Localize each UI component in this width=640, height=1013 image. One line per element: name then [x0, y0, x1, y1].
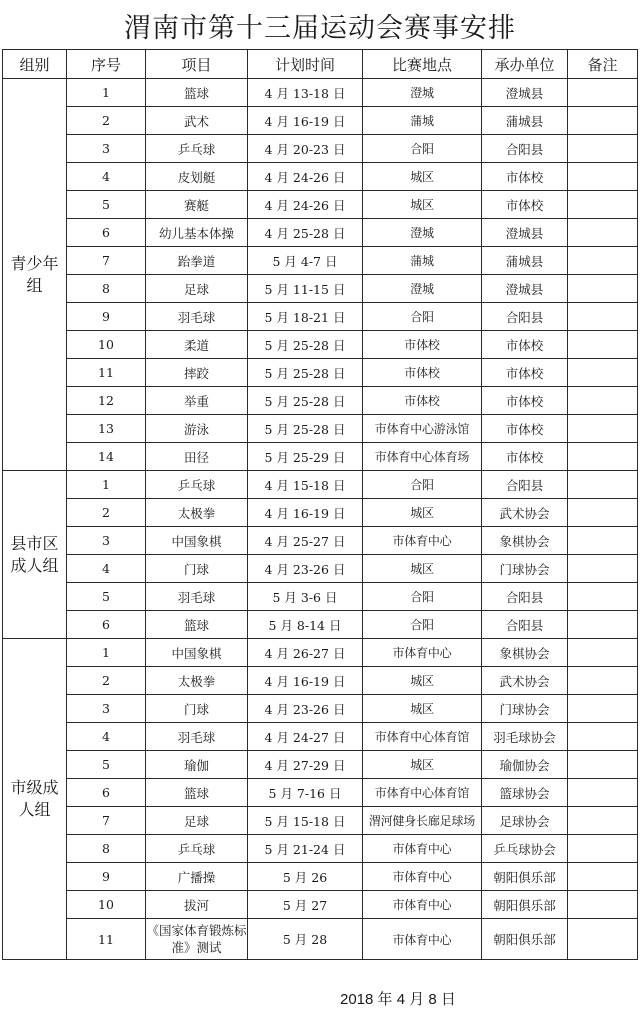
event-name: 足球	[146, 807, 248, 835]
organizer: 澄城县	[482, 79, 568, 107]
row-index: 7	[67, 247, 146, 275]
notes	[568, 415, 638, 443]
planned-time: 4 月 25-28 日	[248, 219, 363, 247]
venue: 城区	[363, 163, 482, 191]
notes	[568, 779, 638, 807]
table-row	[3, 163, 638, 191]
table-row	[3, 471, 638, 499]
organizer: 市体校	[482, 415, 568, 443]
venue: 合阳	[363, 135, 482, 163]
notes	[568, 191, 638, 219]
row-index: 11	[67, 919, 146, 960]
row-index: 10	[67, 331, 146, 359]
organizer: 武术协会	[482, 667, 568, 695]
group-label: 青少年组	[3, 79, 67, 471]
organizer: 蒲城县	[482, 107, 568, 135]
notes	[568, 107, 638, 135]
notes	[568, 583, 638, 611]
table-body	[3, 79, 638, 960]
row-index: 13	[67, 415, 146, 443]
planned-time: 5 月 21-24 日	[248, 835, 363, 863]
organizer: 澄城县	[482, 219, 568, 247]
table-row	[3, 331, 638, 359]
venue: 城区	[363, 667, 482, 695]
organizer: 象棋协会	[482, 639, 568, 667]
organizer: 羽毛球协会	[482, 723, 568, 751]
organizer: 合阳县	[482, 471, 568, 499]
event-name: 《国家体育锻炼标准》测试	[146, 919, 248, 960]
table-row	[3, 583, 638, 611]
row-index: 1	[67, 79, 146, 107]
notes	[568, 835, 638, 863]
row-index: 11	[67, 359, 146, 387]
planned-time: 5 月 26	[248, 863, 363, 891]
organizer: 瑜伽协会	[482, 751, 568, 779]
notes	[568, 275, 638, 303]
table-row	[3, 275, 638, 303]
planned-time: 5 月 4-7 日	[248, 247, 363, 275]
organizer: 乒乓球协会	[482, 835, 568, 863]
notes	[568, 471, 638, 499]
organizer: 市体校	[482, 191, 568, 219]
planned-time: 5 月 3-6 日	[248, 583, 363, 611]
row-index: 9	[67, 303, 146, 331]
event-name: 羽毛球	[146, 723, 248, 751]
venue: 市体育中心	[363, 639, 482, 667]
venue: 市体育中心体育场	[363, 443, 482, 471]
venue: 澄城	[363, 79, 482, 107]
table-row	[3, 359, 638, 387]
table-row	[3, 247, 638, 275]
event-name: 太极拳	[146, 667, 248, 695]
column-header-group: 组别	[3, 50, 67, 79]
organizer: 合阳县	[482, 583, 568, 611]
venue: 市体育中心体育馆	[363, 779, 482, 807]
table-row	[3, 219, 638, 247]
organizer: 合阳县	[482, 303, 568, 331]
row-index: 2	[67, 107, 146, 135]
row-index: 6	[67, 779, 146, 807]
event-name: 瑜伽	[146, 751, 248, 779]
venue: 市体校	[363, 331, 482, 359]
row-index: 9	[67, 863, 146, 891]
planned-time: 5 月 11-15 日	[248, 275, 363, 303]
row-index: 3	[67, 695, 146, 723]
organizer: 市体校	[482, 163, 568, 191]
table-row	[3, 863, 638, 891]
event-name: 篮球	[146, 611, 248, 639]
schedule-table	[2, 49, 638, 960]
organizer: 朝阳俱乐部	[482, 891, 568, 919]
table-row	[3, 555, 638, 583]
table-row	[3, 79, 638, 107]
row-index: 5	[67, 583, 146, 611]
notes	[568, 331, 638, 359]
organizer: 蒲城县	[482, 247, 568, 275]
planned-time: 4 月 13-18 日	[248, 79, 363, 107]
organizer: 市体校	[482, 331, 568, 359]
column-header-schedule: 计划时间	[248, 50, 363, 79]
row-index: 8	[67, 835, 146, 863]
planned-time: 5 月 15-18 日	[248, 807, 363, 835]
table-row	[3, 611, 638, 639]
event-name: 游泳	[146, 415, 248, 443]
event-name: 篮球	[146, 779, 248, 807]
row-index: 4	[67, 555, 146, 583]
notes	[568, 639, 638, 667]
venue: 渭河健身长廊足球场	[363, 807, 482, 835]
venue: 合阳	[363, 303, 482, 331]
planned-time: 5 月 7-16 日	[248, 779, 363, 807]
venue: 市体育中心	[363, 835, 482, 863]
planned-time: 4 月 16-19 日	[248, 499, 363, 527]
row-index: 14	[67, 443, 146, 471]
planned-time: 4 月 23-26 日	[248, 695, 363, 723]
organizer: 门球协会	[482, 695, 568, 723]
venue: 合阳	[363, 583, 482, 611]
event-name: 广播操	[146, 863, 248, 891]
planned-time: 4 月 24-27 日	[248, 723, 363, 751]
event-name: 跆拳道	[146, 247, 248, 275]
table-row	[3, 443, 638, 471]
row-index: 3	[67, 527, 146, 555]
event-name: 乒乓球	[146, 135, 248, 163]
planned-time: 4 月 20-23 日	[248, 135, 363, 163]
event-name: 篮球	[146, 79, 248, 107]
event-name: 门球	[146, 695, 248, 723]
venue: 城区	[363, 751, 482, 779]
column-header-index: 序号	[67, 50, 146, 79]
event-name: 田径	[146, 443, 248, 471]
event-name: 羽毛球	[146, 583, 248, 611]
planned-time: 4 月 16-19 日	[248, 667, 363, 695]
column-header-notes: 备注	[568, 50, 638, 79]
row-index: 4	[67, 723, 146, 751]
table-row	[3, 387, 638, 415]
organizer: 朝阳俱乐部	[482, 919, 568, 960]
notes	[568, 555, 638, 583]
notes	[568, 891, 638, 919]
event-name: 乒乓球	[146, 835, 248, 863]
row-index: 2	[67, 499, 146, 527]
organizer: 市体校	[482, 443, 568, 471]
planned-time: 5 月 25-28 日	[248, 387, 363, 415]
row-index: 6	[67, 611, 146, 639]
table-row	[3, 723, 638, 751]
event-name: 中国象棋	[146, 639, 248, 667]
group-label: 市级成人组	[3, 639, 67, 960]
table-row	[3, 807, 638, 835]
row-index: 5	[67, 751, 146, 779]
event-name: 太极拳	[146, 499, 248, 527]
table-row	[3, 891, 638, 919]
event-name: 武术	[146, 107, 248, 135]
row-index: 2	[67, 667, 146, 695]
organizer: 合阳县	[482, 611, 568, 639]
event-name: 门球	[146, 555, 248, 583]
venue: 市体育中心	[363, 919, 482, 960]
notes	[568, 303, 638, 331]
venue: 合阳	[363, 611, 482, 639]
venue: 城区	[363, 555, 482, 583]
planned-time: 4 月 26-27 日	[248, 639, 363, 667]
column-header-event: 项目	[146, 50, 248, 79]
table-row	[3, 695, 638, 723]
venue: 蒲城	[363, 247, 482, 275]
venue: 市体校	[363, 387, 482, 415]
header-row	[3, 50, 638, 79]
row-index: 1	[67, 639, 146, 667]
event-name: 羽毛球	[146, 303, 248, 331]
organizer: 篮球协会	[482, 779, 568, 807]
event-name: 乒乓球	[146, 471, 248, 499]
notes	[568, 387, 638, 415]
planned-time: 4 月 16-19 日	[248, 107, 363, 135]
notes	[568, 751, 638, 779]
row-index: 3	[67, 135, 146, 163]
group-label: 县市区成人组	[3, 471, 67, 639]
event-name: 皮划艇	[146, 163, 248, 191]
organizer: 门球协会	[482, 555, 568, 583]
organizer: 市体校	[482, 359, 568, 387]
table-row	[3, 107, 638, 135]
planned-time: 4 月 25-27 日	[248, 527, 363, 555]
planned-time: 5 月 8-14 日	[248, 611, 363, 639]
organizer: 合阳县	[482, 135, 568, 163]
table-row	[3, 499, 638, 527]
planned-time: 5 月 25-29 日	[248, 443, 363, 471]
organizer: 象棋协会	[482, 527, 568, 555]
planned-time: 5 月 28	[248, 919, 363, 960]
venue: 合阳	[363, 471, 482, 499]
notes	[568, 499, 638, 527]
venue: 城区	[363, 499, 482, 527]
notes	[568, 527, 638, 555]
planned-time: 5 月 25-28 日	[248, 415, 363, 443]
table-row	[3, 303, 638, 331]
planned-time: 5 月 18-21 日	[248, 303, 363, 331]
page-title: 渭南市第十三届运动会赛事安排	[124, 13, 516, 44]
row-index: 12	[67, 387, 146, 415]
column-header-organizer: 承办单位	[482, 50, 568, 79]
row-index: 4	[67, 163, 146, 191]
planned-time: 4 月 24-26 日	[248, 163, 363, 191]
organizer: 澄城县	[482, 275, 568, 303]
notes	[568, 359, 638, 387]
notes	[568, 611, 638, 639]
organizer: 市体校	[482, 387, 568, 415]
organizer: 足球协会	[482, 807, 568, 835]
column-header-venue: 比赛地点	[363, 50, 482, 79]
planned-time: 4 月 24-26 日	[248, 191, 363, 219]
event-name: 赛艇	[146, 191, 248, 219]
table-row	[3, 415, 638, 443]
venue: 澄城	[363, 219, 482, 247]
table-row	[3, 135, 638, 163]
organizer: 朝阳俱乐部	[482, 863, 568, 891]
planned-time: 4 月 15-18 日	[248, 471, 363, 499]
notes	[568, 695, 638, 723]
venue: 市体育中心游泳馆	[363, 415, 482, 443]
event-name: 足球	[146, 275, 248, 303]
table-row	[3, 527, 638, 555]
row-index: 1	[67, 471, 146, 499]
venue: 市体校	[363, 359, 482, 387]
planned-time: 5 月 25-28 日	[248, 359, 363, 387]
row-index: 8	[67, 275, 146, 303]
row-index: 5	[67, 191, 146, 219]
notes	[568, 219, 638, 247]
venue: 城区	[363, 695, 482, 723]
row-index: 7	[67, 807, 146, 835]
notes	[568, 723, 638, 751]
notes	[568, 863, 638, 891]
venue: 澄城	[363, 275, 482, 303]
row-index: 10	[67, 891, 146, 919]
notes	[568, 919, 638, 960]
venue: 城区	[363, 191, 482, 219]
notes	[568, 79, 638, 107]
event-name: 举重	[146, 387, 248, 415]
footer-date: 2018 年 4 月 8 日	[340, 991, 456, 1008]
notes	[568, 443, 638, 471]
venue: 市体育中心体育馆	[363, 723, 482, 751]
event-name: 中国象棋	[146, 527, 248, 555]
notes	[568, 135, 638, 163]
venue: 市体育中心	[363, 863, 482, 891]
table-row	[3, 751, 638, 779]
event-name: 柔道	[146, 331, 248, 359]
planned-time: 5 月 27	[248, 891, 363, 919]
table-row	[3, 667, 638, 695]
row-index: 6	[67, 219, 146, 247]
notes	[568, 163, 638, 191]
venue: 市体育中心	[363, 527, 482, 555]
event-name: 幼儿基本体操	[146, 219, 248, 247]
venue: 市体育中心	[363, 891, 482, 919]
notes	[568, 807, 638, 835]
table-row	[3, 779, 638, 807]
table-row	[3, 639, 638, 667]
table-row	[3, 835, 638, 863]
planned-time: 4 月 23-26 日	[248, 555, 363, 583]
notes	[568, 247, 638, 275]
planned-time: 5 月 25-28 日	[248, 331, 363, 359]
event-name: 摔跤	[146, 359, 248, 387]
table-row	[3, 919, 638, 960]
planned-time: 4 月 27-29 日	[248, 751, 363, 779]
venue: 蒲城	[363, 107, 482, 135]
organizer: 武术协会	[482, 499, 568, 527]
event-name: 拔河	[146, 891, 248, 919]
table-row	[3, 191, 638, 219]
notes	[568, 667, 638, 695]
